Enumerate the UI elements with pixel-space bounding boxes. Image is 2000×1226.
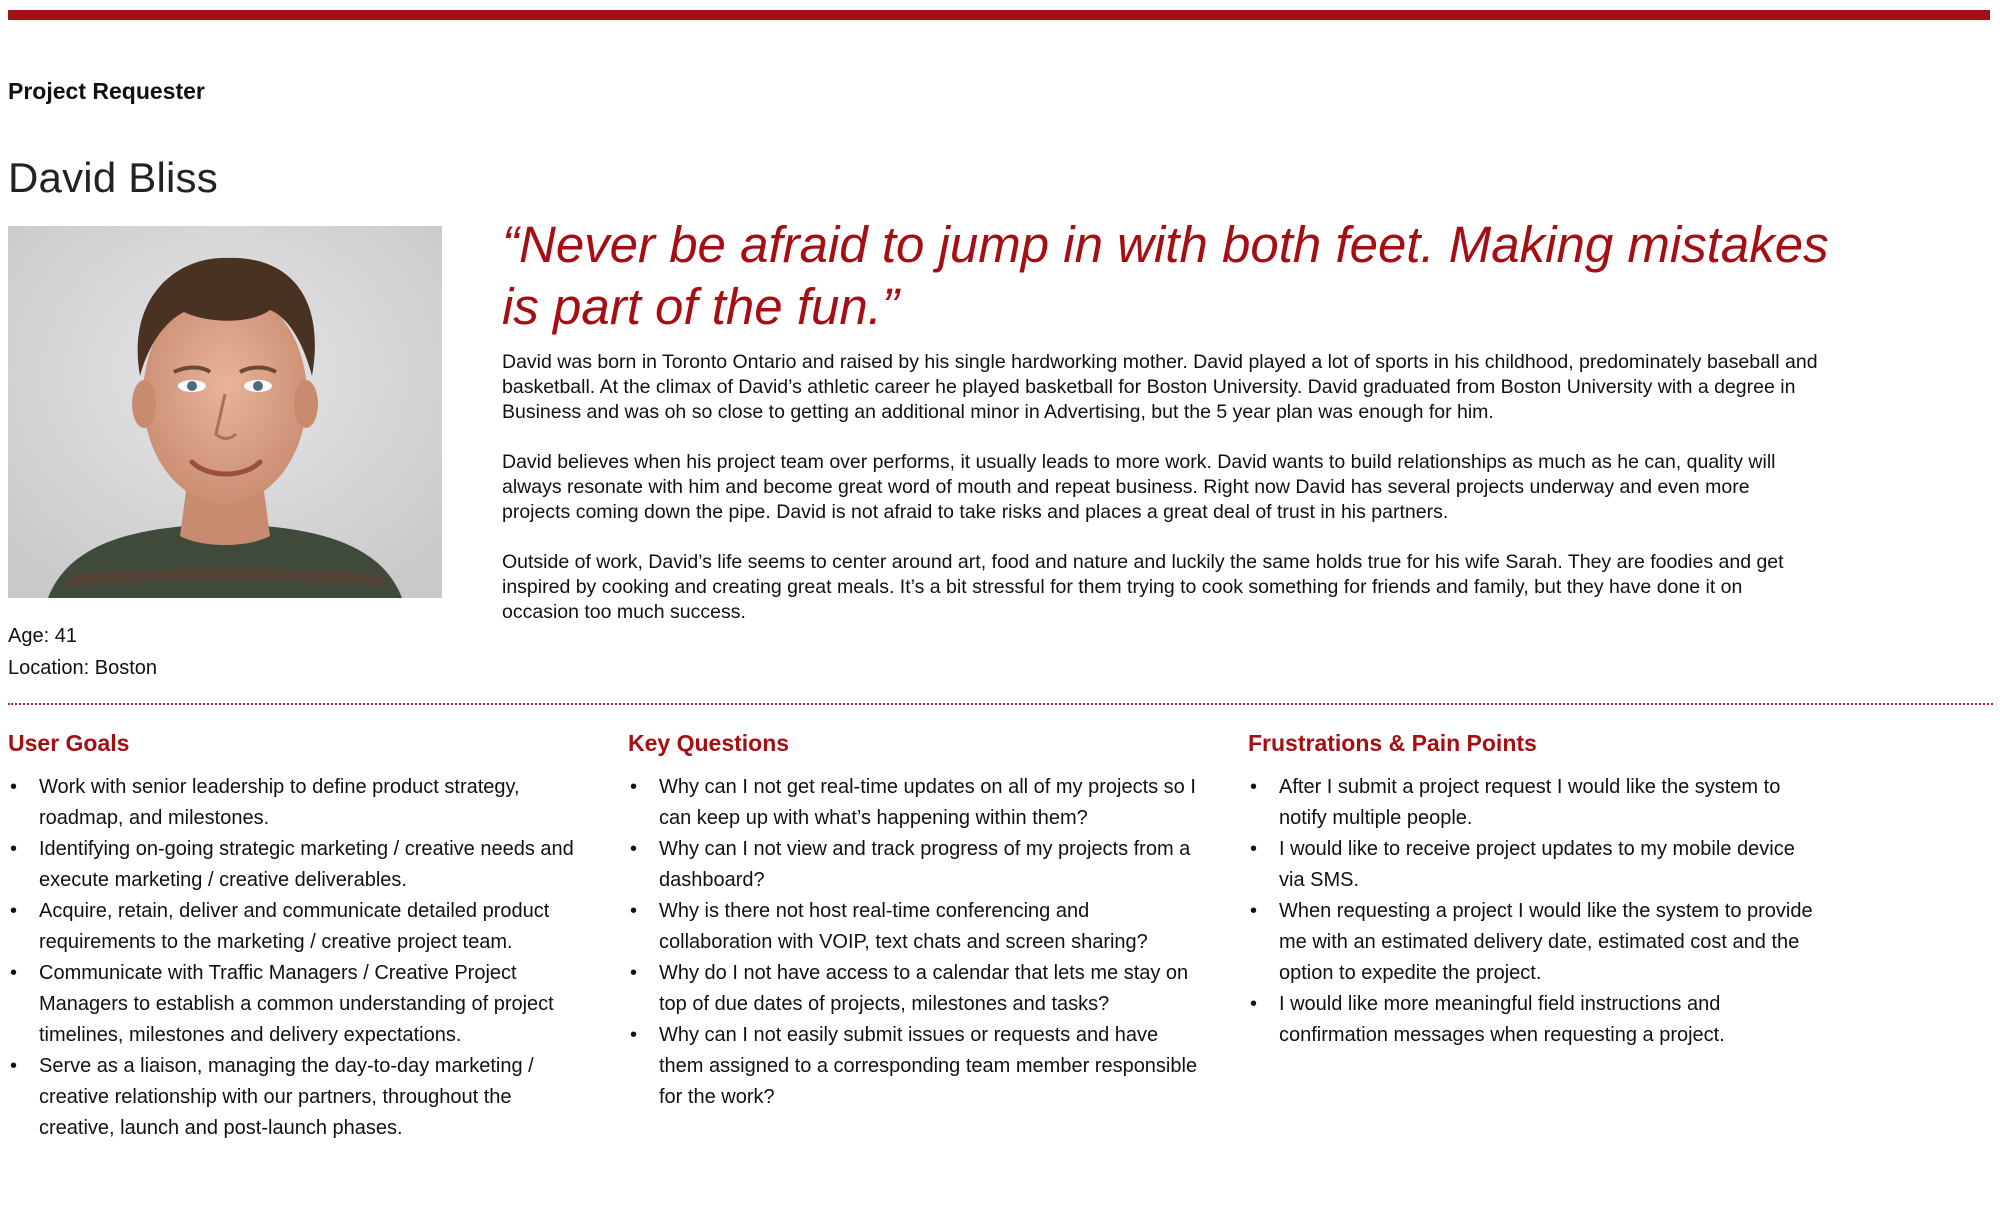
bio-paragraph: David believes when his project team over performs, it usually leads to more work. David wants to build relationships as much as he can, quality will always resonate with him and become great word of mouth and repeat business. Right now David has several projects underway and even more projects coming down the pipe. David is not afraid to take risks and places a great deal of trust in his partners. [502, 451, 1776, 523]
list-item: • Communicate with Traffic Managers / Creative Project Managers to establish a common understanding of project timelines, milestones and delivery expectations. [8, 958, 588, 1051]
list-item: • Acquire, retain, deliver and communicate detailed product requirements to the marketing / creative project team. [8, 896, 588, 958]
list-item: • Identifying on-going strategic marketing / creative needs and execute marketing / creative deliverables. [8, 834, 588, 896]
persona-meta [8, 620, 157, 684]
list-item: • I would like to receive project updates to my mobile device via SMS. [1248, 834, 1818, 896]
user-goals-list [8, 772, 588, 1144]
list-item: • Why can I not easily submit issues or requests and have them assigned to a corresponding team member responsible for the work? [628, 1020, 1198, 1113]
list-item: • Why is there not host real-time conferencing and collaboration with VOIP, text chats and screen sharing? [628, 896, 1198, 958]
list-item: • Work with senior leadership to define product strategy, roadmap, and milestones. [8, 772, 588, 834]
bio-paragraph: David was born in Toronto Ontario and raised by his single hardworking mother. David played a lot of sports in his childhood, predominately baseball and basketball. At the climax of David’s athletic career he played basketball for Boston University. David graduated from Boston University with a degree in Business and was oh so close to getting an additional minor in Advertising, but the 5 year plan was enough for him. [502, 351, 1818, 423]
frustrations-section [1248, 730, 1818, 1051]
list-item: • I would like more meaningful field instructions and confirmation messages when requesting a project. [1248, 989, 1818, 1051]
persona-quote: “Never be afraid to jump in with both feet. Making mistakes is part of the fun.” [502, 216, 1829, 335]
top-accent-bar [8, 10, 1990, 20]
frustrations-list [1248, 772, 1818, 1051]
list-item: • Why can I not view and track progress of my projects from a dashboard? [628, 834, 1198, 896]
persona-role: Project Requester [8, 78, 205, 104]
section-divider [8, 703, 1993, 705]
list-item: • Serve as a liaison, managing the day-to-day marketing / creative relationship with our partners, throughout the creative, launch and post-launch phases. [8, 1051, 588, 1144]
key-questions-section [628, 730, 1198, 1113]
persona-name: David Bliss [8, 154, 218, 201]
list-item: • Why do I not have access to a calendar that lets me stay on top of due dates of projects, milestones and tasks? [628, 958, 1198, 1020]
list-item: • Why can I not get real-time updates on all of my projects so I can keep up with what’s happening within them? [628, 772, 1198, 834]
list-item: • After I submit a project request I would like the system to notify multiple people. [1248, 772, 1818, 834]
key-questions-list [628, 772, 1198, 1113]
list-item: • When requesting a project I would like the system to provide me with an estimated delivery date, estimated cost and the option to expedite the project. [1248, 896, 1818, 989]
portrait-image [8, 226, 442, 598]
persona-location: Location: Boston [8, 657, 157, 679]
section-title: User Goals [8, 730, 130, 756]
persona-bio [502, 350, 1822, 650]
user-goals-section [8, 730, 588, 1144]
bio-paragraph: Outside of work, David’s life seems to center around art, food and nature and luckily the same holds true for his wife Sarah. They are foodies and get inspired by cooking and creating great meals. It’s a bit stressful for them trying to cook something for friends and family, but they have done it on occasion too much success. [502, 551, 1784, 623]
section-title: Frustrations & Pain Points [1248, 730, 1537, 756]
section-title: Key Questions [628, 730, 790, 756]
persona-age: Age: 41 [8, 625, 77, 647]
persona-photo [8, 226, 442, 598]
